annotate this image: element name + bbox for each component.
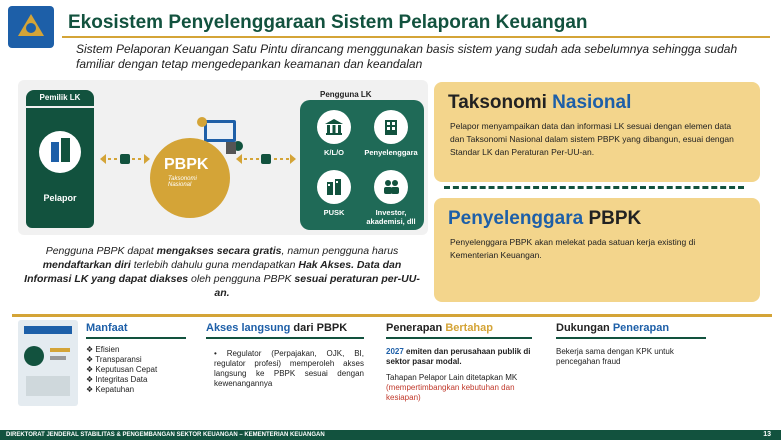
dukungan-title: Dukungan Penerapan (556, 322, 670, 334)
akses-title: Akses langsung dari PBPK (206, 322, 348, 334)
list-item: ❖ Keputusan Cepat (86, 365, 158, 374)
akses-bar (206, 337, 364, 339)
page-number: 13 (763, 431, 771, 438)
dukungan-bar (556, 337, 706, 339)
arrow-left (100, 152, 150, 164)
penerapan-text: 2027 emiten dan perusahaan publik di sektor pasar modal. (386, 347, 531, 366)
list-item: ❖ Transparansi (86, 355, 142, 364)
taksonomi-title: Taksonomi Nasional (448, 92, 632, 113)
manfaat-bar (86, 337, 186, 339)
people-icon (374, 170, 408, 204)
penyelenggara-title: Penyelenggara PBPK (448, 208, 642, 229)
penerapan-title: Penerapan Bertahap (386, 322, 493, 334)
user-item-klo: K/L/O (324, 148, 344, 157)
owner-label: Pemilik LK (26, 90, 94, 106)
manfaat-title: Manfaat (86, 322, 128, 334)
user-item-investor: Investor, akademisi, dll (366, 208, 416, 226)
pelapor-box (26, 108, 94, 228)
taksonomi-text: Pelapor menyampaikan data dan informasi LK sesuai dengan elemen data dan Taksonomi Nasional dalam sistem PBPK yang dibangun, esuai dengan Standar LK dan Peraturan Per-UU-an. (450, 121, 734, 157)
manfaat-thumbnail (18, 320, 78, 406)
user-item-pusk: PUSK (323, 208, 345, 217)
list-item: ❖ Efisien (86, 345, 120, 354)
taksonomi-card (434, 82, 760, 182)
bottom-band (12, 314, 772, 317)
title-divider (62, 36, 770, 38)
penerapan-section (386, 322, 532, 403)
manfaat-list (86, 345, 198, 395)
pelapor-label: Pelapor (43, 193, 77, 203)
pbpk-node (150, 138, 230, 218)
access-description: Pengguna PBPK dapat mengakses secara gratis, namun pengguna harus mendaftarkan diri terlebih dahulu guna mendapatkan Hak Akses. Data dan Informasi LK yang dapat diakses oleh pengguna PBPK sesuai peraturan per-UU-an. (24, 245, 420, 299)
penyelenggara-card (434, 198, 760, 302)
manfaat-section (86, 322, 198, 395)
akses-section (206, 322, 364, 389)
page-subtitle: Sistem Pelaporan Keuangan Satu Pintu dirancang menggunakan basis sistem yang sudah ada sebelumnya sehingga sudah familiar dengan tetap mengedepankan keamanan dan keandalan (76, 42, 738, 71)
pbpk-subtitle: Taksonomi Nasional (168, 176, 197, 188)
penerapan-bar (386, 337, 532, 339)
ministry-logo (8, 6, 54, 48)
user-group (300, 100, 424, 230)
footer: DIREKTORAT JENDERAL STABILITAS & PENGEMBANGAN SEKTOR KEUANGAN – KEMENTERIAN KEUANGAN (0, 430, 781, 440)
dashed-divider (444, 186, 744, 189)
government-building-icon (317, 110, 351, 144)
dukungan-section (556, 322, 706, 367)
penerapan-text-2: Tahapan Pelapor Lain ditetapkan MK (mempertimbangkan kebutuhan dan kesiapan) (386, 373, 518, 402)
arrow-right (236, 152, 296, 164)
user-label: Pengguna LK (320, 90, 372, 99)
list-item: ❖ Integritas Data (86, 375, 148, 384)
building-icon (38, 130, 82, 174)
akses-text: • Regulator (Perpajakan, OJK, BI, regulator profesi) memperoleh akses langsung ke PBPK sesuai dengan kewenangannya (214, 349, 364, 388)
bank-icon (317, 170, 351, 204)
dukungan-text: Bekerja sama dengan KPK untuk pencegahan fraud (556, 347, 674, 366)
penyelenggara-text: Penyelenggara PBPK akan melekat pada satuan kerja existing di Kementerian Keuangan. (450, 237, 696, 260)
user-item-penyelenggara: Penyelenggara (364, 148, 418, 157)
page-title: Ekosistem Penyelenggaraan Sistem Pelaporan Keuangan (68, 12, 588, 33)
pbpk-title: PBPK (164, 156, 209, 173)
office-icon (374, 110, 408, 144)
list-item: ❖ Kepatuhan (86, 385, 135, 394)
